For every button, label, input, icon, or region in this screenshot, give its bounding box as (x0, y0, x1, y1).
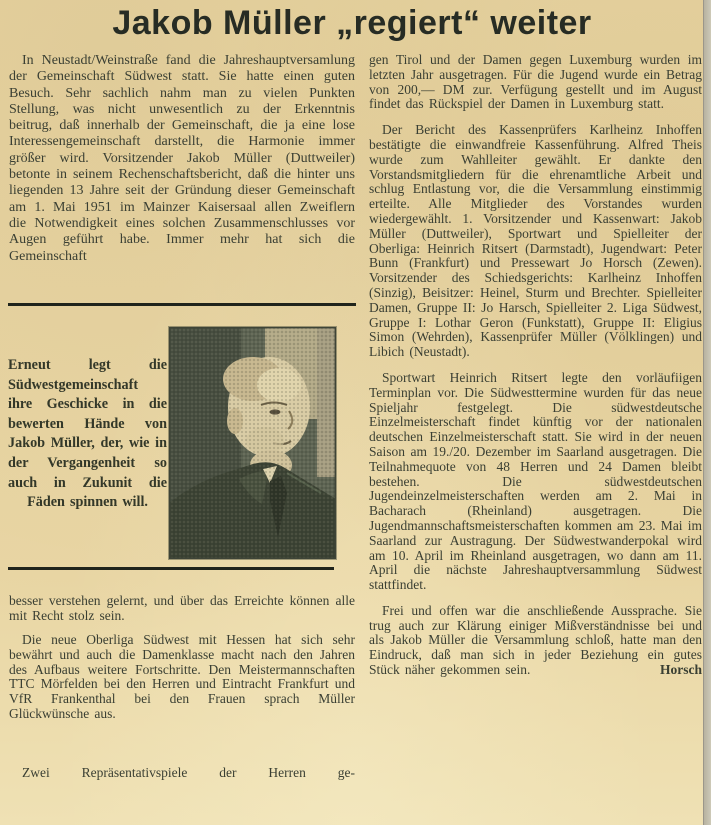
paragraph-terminplan: Sportwart Heinrich Ritsert legte den vorläufiigen Terminplan vor. Die Südwesttermine wurden für das neue Spieljahr festgelegt. Die südwestdeutsche Einzelmeisterschaft findet künftig vor der nationalen deutschen Einzelmeisterschaft statt. Sie wird in der neuen Saison am 19./20. Dezember im Saarland ausgetragen. Die Teilnahmequote von 48 Herren und 24 Damen bleibt bestehen. Die südwestdeutschen Jugendeinzelmeisterschaften werden am 2. Mai in Bacharach (Rheinland) ausgetragen. Die Jugendmannschaftsmeisterschaften kommen am 23. Mai im Saarland zur Austragung. Der Südwestwanderpokal wird am 10. April im Rheinland ausgetragen, wo dann am 11. April die nächste Jahreshauptversammlung Südwest stattfindet. (369, 369, 702, 593)
left-column-upper (9, 53, 355, 276)
left-column-oberliga (9, 633, 355, 733)
halftone-portrait-graphic (169, 327, 336, 559)
paragraph-repraesentativspiele: Zwei Repräsentativspiele der Herren ge- (22, 765, 355, 780)
page-title: Jakob Müller „regiert“ weiter (112, 4, 592, 42)
paragraph-continuation: besser verstehen gelernt, und über das Erreichte können alle mit Recht stolz sein. (9, 593, 355, 623)
paragraph-laenderspiele: gen Tirol und der Damen gegen Luxemburg wurden im letzten Jahr ausgetragen. Für die Jugend wurde ein Betrag von 200,— DM zur. Verfügung gestellt und im August findet das Rückspiel der Damen in Luxemburg statt. (369, 52, 702, 112)
paragraph-kassenbericht-wahlen: Der Bericht des Kassenprüfers Karlheinz Inhoffen bestätigte die einwandfreie Kassenführung. Alfred Theis wurde zum Wahlleiter gewählt. Er dankte den Vorstandsmitgliedern für die ehrenamtliche Arbeit und schlug Entlastung vor, die die Versammlung einstimmig erteilte. Alle Mitglieder des Vorstandes wurden wiedergewählt. 1. Vorsitzender und Kassenwart: Jakob Müller (Duttweiler), Sportwart und Spielleiter der Oberliga: Heinrich Ritsert (Darmstadt), Jugendwart: Peter Bunn (Frankfurt) und Pressewart Jo Horsch (Zewen). Vorsitzender des Schiedsgerichts: Karlheinz Inhoffen (Sinzig), Beisitzer: Heinel, Sturm und Brechter. Spielleiter Damen, Gruppe II: Jo Harsch, Spielleiter 2. Liga Südwest, Gruppe I: Lothar Geron (Funkstatt), Gruppe II: Eligius Simon (Wehrden), Kassenprüfer Müller (Völklingen) und Libich (Neustadt). (369, 122, 702, 360)
photo-caption: Erneut legt die Südwestgemeinschaft ihre Geschicke in die bewerten Hände von Jakob Müller, der, wie in der Vergangenheit so auch in Zukunit die Fäden spinnen will. (8, 357, 167, 511)
paragraph-oberliga: Die neue Oberliga Südwest mit Hessen hat sich sehr bewährt und auch die Damenklasse macht nach den Jahren des Aufbaus weitere Fortschritte. Den Meistermannschaften TTC Mörfelden bei den Herren und Eintracht Frankfurt und VfR Frankenthal bei den Frauen sprach Müller Glückwünsche aus. (9, 632, 355, 721)
right-column (369, 53, 702, 689)
divider-rule-bottom (8, 567, 334, 570)
divider-rule-top (8, 303, 356, 306)
portrait-photo-jakob-mueller (169, 327, 336, 559)
paragraph-intro: In Neustadt/Weinstraße fand die Jahreshauptversamlung der Gemeinschaft Südwest statt. Sie hatte einen guten Besuch. Sehr sachlich nahm man zu vielen Punkten Stellung, was nicht unwesentlich zu der Erkenntnis beitrug, daß innerhalb der Gemeinschaft, die ja eine lose Interessengemeinschaft darstellt, die Harmonie immer größer wird. Vorsitzender Jakob Müller (Duttweiler) betonte in seinem Rechenschaftsbericht, daß die hinter uns liegenden 13 Jahre seit der Gründung dieser Gemeinschaft am 1. Mai 1951 im Mainzer Kaisersaal allen Zweiflern die Notwendigkeit eines solchen Zusammenschlusses vor Augen geführt habe. Immer mehr hat sich die Gemeinschaft (9, 53, 355, 264)
author-byline: Horsch (660, 662, 702, 678)
paragraph-aussprache (369, 604, 702, 678)
left-column-continuation (9, 594, 355, 635)
left-column-last-line (9, 766, 355, 792)
paragraph-aussprache-text: Frei und offen war die anschließende Aussprache. Sie trug auch zur Klärung einiger Mißverständnisse bei und als Jakob Müller die Versammlung schloß, hatte man den Eindruck, daß man sich in jeder Beziehung ein gutes Stück näher gekommen sein. (369, 602, 702, 678)
scan-edge (703, 0, 711, 825)
